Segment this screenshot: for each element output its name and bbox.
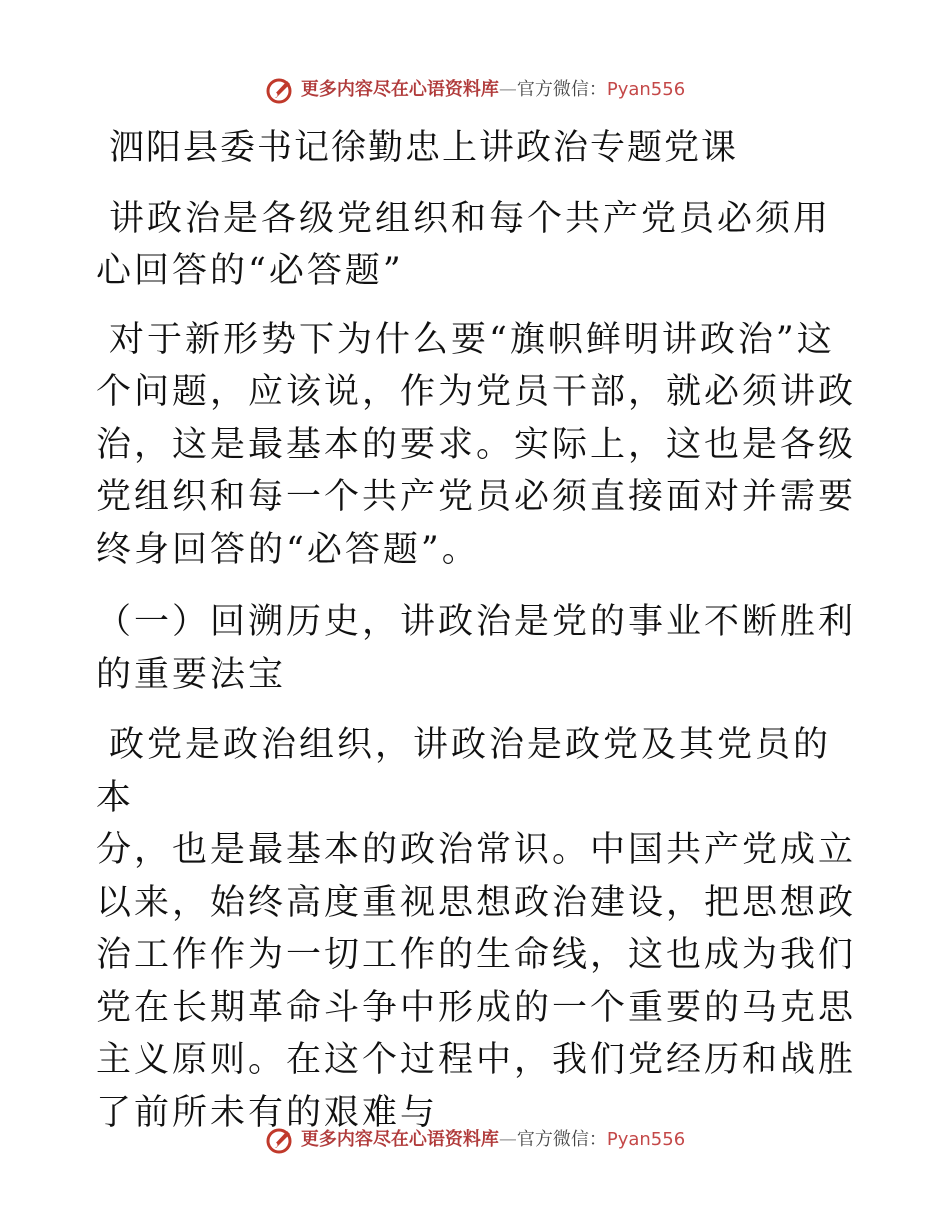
watermark-lead: 更多内容尽在心语资料库 <box>300 1129 499 1150</box>
watermark-separator: — <box>498 79 517 100</box>
watermark-account-id: Pyan556 <box>606 1129 686 1150</box>
header-watermark-banner <box>0 70 950 110</box>
watermark-text <box>301 78 685 102</box>
document-body <box>96 122 856 1139</box>
watermark-separator: — <box>498 1129 517 1150</box>
watermark-account-label: 官方微信： <box>516 1129 607 1150</box>
brush-logo-icon <box>265 1125 295 1155</box>
paragraph-line: 政党是政治组织，讲政治是政党及其党员的本 <box>96 725 832 818</box>
watermark-account-id: Pyan556 <box>606 79 686 100</box>
watermark-text <box>301 1128 685 1152</box>
watermark-lead: 更多内容尽在心语资料库 <box>300 79 499 100</box>
brush-logo-icon <box>265 75 295 105</box>
watermark-account-label: 官方微信： <box>516 79 607 100</box>
paragraph: 对于新形势下为什么要“旗帜鲜明讲政治”这个问题，应该说，作为党员干部，就必须讲政治，这是最基本的要求。实际上，这也是各级党组织和每一个共产党员必须直接面对并需要终身回答的“必答题”。 <box>96 319 857 570</box>
footer-watermark-banner <box>0 1120 950 1160</box>
section-heading: （一）回溯历史，讲政治是党的事业不断胜利的重要法宝 <box>96 602 857 695</box>
document-subtitle: 讲政治是各级党组织和每个共产党员必须用心回答的“必答题” <box>96 198 832 291</box>
document-title: 泗阳县委书记徐勤忠上讲政治专题党课 <box>109 128 739 168</box>
paragraph: 分，也是最基本的政治常识。中国共产党成立以来，始终高度重视思想政治建设，把思想政治工作作为一切工作的生命线，这也成为我们党在长期革命斗争中形成的一个重要的马克思主义原则。在这个过程中，我们党经历和战胜了前所未有的艰难与 <box>96 830 857 1133</box>
